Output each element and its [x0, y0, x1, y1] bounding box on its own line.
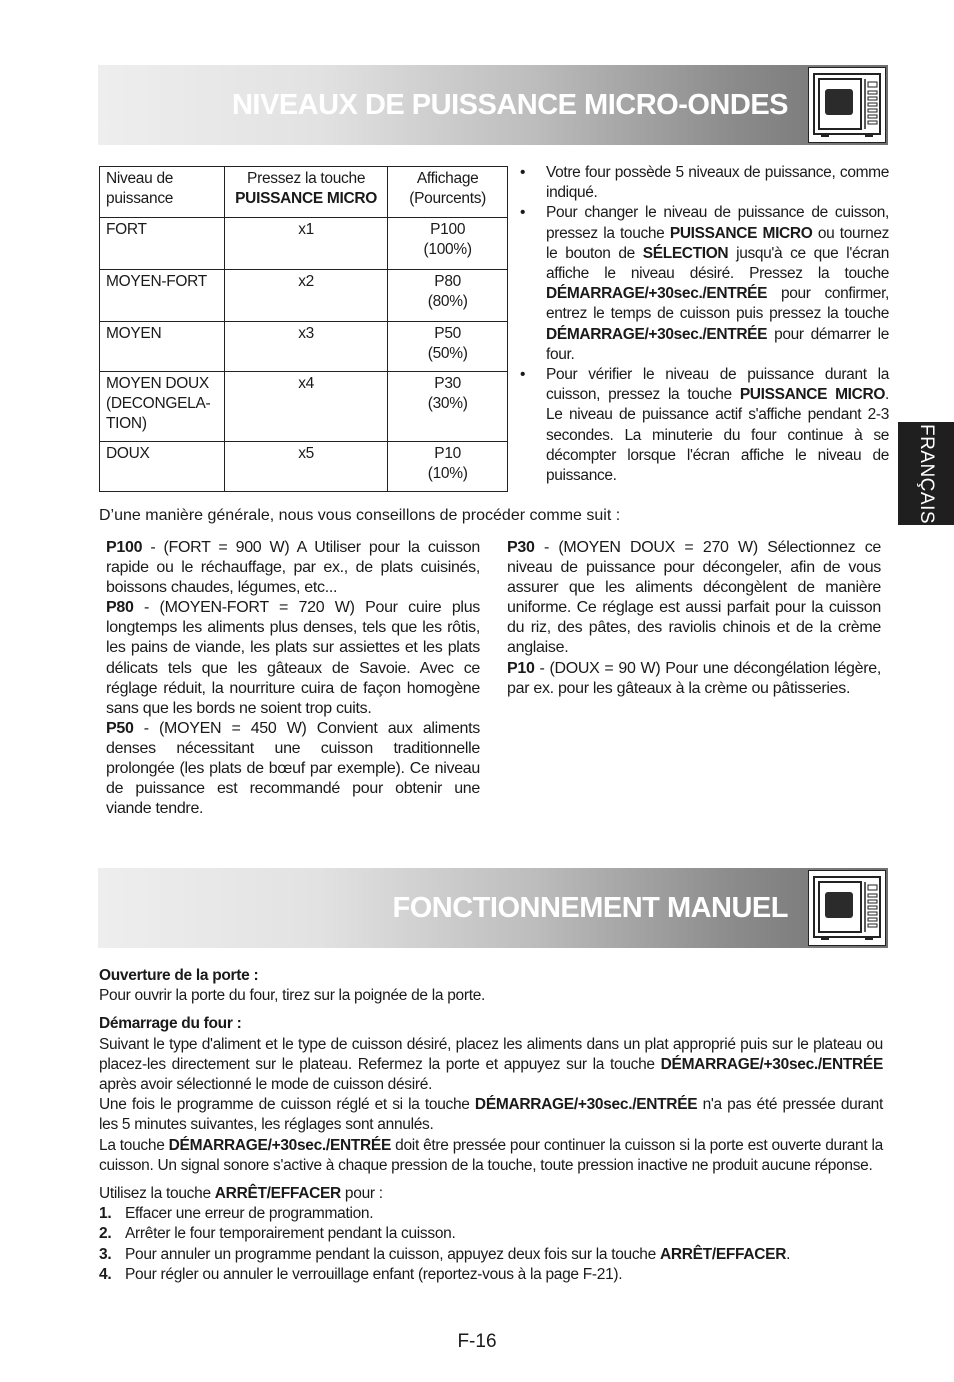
table-row: [100, 322, 508, 372]
advice-text: - (FORT = 900 W) A Utiliser pour la cuisson rapide ou le réchauffage, par ex., de plats cuisinés, boissons chaudes, légumes, etc...: [106, 539, 480, 597]
note-text: Pour vérifier le niveau de puissance durant la cuisson, pressez la touche: [546, 366, 889, 404]
table-header-row: [100, 167, 508, 218]
list-item: • Pour changer le niveau de puissance de cuisson, pressez la touche PUISSANCE MICRO ou tournez le bouton de SÉLECTION jusqu'à ce que l'écran affiche le niveau désiré. Pressez la touche DÉMARRAGE/+30sec./ENTRÉE pour confirmer, entrez le temps de cuisson puis pressez la touche DÉMARRAGE/+30sec./ENTRÉE pour démarrer le four.: [520, 204, 890, 363]
start-heading: Démarrage du four :: [99, 1015, 242, 1033]
section-banner-manual-operation: [98, 868, 888, 948]
cell-presses: x4: [224, 372, 387, 442]
advice-p100: [106, 538, 480, 598]
item-text: Effacer une erreur de programmation.: [125, 1205, 374, 1223]
language-tab: [898, 422, 954, 525]
note-text: Votre four possède 5 niveaux de puissance, comme indiqué.: [546, 164, 889, 202]
header-display: Affichage (Pourcents): [388, 167, 508, 218]
cell-level: FORT: [100, 218, 225, 270]
key-name: DÉMARRAGE/+30sec./ENTRÉE: [546, 325, 768, 343]
item-number: 3.: [99, 1245, 112, 1263]
power-code: P30: [507, 539, 535, 556]
note-text: jusqu'à ce que l'écran affiche le niveau désiré. Pressez la touche: [546, 244, 889, 283]
key-name: SÉLECTION: [642, 244, 729, 262]
display-percent: (10%): [427, 465, 468, 482]
microwave-oven-icon: [808, 67, 886, 143]
list-item: [99, 1204, 883, 1224]
item-text: Pour annuler un programme pendant la cuisson, appuyez deux fois sur la touche: [125, 1245, 660, 1263]
start-paragraph-1: [99, 1035, 883, 1096]
section-title: FONCTIONNEMENT MANUEL: [392, 892, 788, 924]
power-level-notes: [520, 163, 889, 486]
item-number: 1.: [99, 1205, 112, 1223]
note-text: pour démarrer le four.: [546, 325, 889, 363]
key-name: ARRÊT/EFFACER: [659, 1245, 787, 1263]
body-text: pour :: [340, 1185, 383, 1203]
cell-level: DOUX: [100, 442, 225, 492]
note-text: . Le niveau de puissance actif s'affiche pendant 2-3 secondes. La minuterie du four continue à se décompter lorsque l'écran affiche le niveau de puissance.: [546, 386, 890, 485]
note-text: pour confirmer, entrez le temps de cuisson puis pressez la touche: [546, 285, 889, 323]
list-item: • Votre four possède 5 niveaux de puissance, comme indiqué.: [520, 164, 889, 202]
language-label: FRANÇAIS: [916, 423, 937, 524]
item-text: Arrêter le four temporairement pendant la cuisson.: [125, 1225, 456, 1243]
display-code: P30: [434, 375, 461, 392]
key-name: PUISSANCE MICRO: [739, 386, 886, 404]
list-item: [99, 1224, 883, 1244]
microwave-oven-icon: [808, 870, 886, 946]
power-code: P50: [106, 719, 134, 737]
key-name: DÉMARRAGE/+30sec./ENTRÉE: [168, 1136, 392, 1154]
cell-display: [388, 218, 508, 270]
display-code: P10: [434, 445, 461, 462]
display-percent: (100%): [423, 241, 472, 258]
body-text: Une fois le programme de cuisson réglé et si la touche: [99, 1096, 475, 1114]
advice-p10: [507, 659, 881, 699]
display-percent: (30%): [427, 395, 468, 412]
cell-display: [388, 442, 508, 492]
cell-presses: x1: [224, 218, 387, 270]
manual-operation-body: [99, 966, 883, 1285]
cell-presses: x5: [224, 442, 387, 492]
body-text: après avoir sélectionné le mode de cuisson désiré.: [99, 1076, 433, 1094]
table-row: [100, 442, 508, 492]
item-text: Pour régler ou annuler le verrouillage enfant (reportez-vous à la page F-21).: [125, 1265, 623, 1283]
power-level-table: [99, 166, 508, 492]
advice-intro: D’une manière générale, nous vous conseillons de procéder comme suit :: [99, 507, 621, 524]
power-code: P10: [507, 659, 535, 677]
list-item: • Pour vérifier le niveau de puissance durant la cuisson, pressez la touche PUISSANCE MICRO. Le niveau de puissance actif s'affiche pendant 2-3 secondes. La minuterie du four continue à se décompter lorsque l'écran affiche le niveau de puissance.: [520, 366, 890, 485]
advice-p80: [106, 598, 480, 719]
key-name: DÉMARRAGE/+30sec./ENTRÉE: [660, 1055, 883, 1073]
key-name: DÉMARRAGE/+30sec./ENTRÉE: [546, 285, 768, 303]
advice-text: - (DOUX = 90 W) Pour une décongélation légère, par ex. pour les gâteaux à la crème ou pâtisseries.: [507, 659, 881, 697]
header-level: Niveau de puissance: [100, 167, 225, 218]
note-text: Pour changer le niveau de puissance de cuisson, pressez la touche: [546, 204, 889, 242]
advice-p50: [106, 719, 480, 819]
list-item: [99, 1265, 883, 1285]
page-number: F-16: [457, 1331, 497, 1352]
header-press: [224, 167, 387, 218]
start-paragraph-3: [99, 1136, 883, 1176]
advice-text: - (MOYEN = 450 W) Convient aux aliments denses nécessitant une cuisson traditionnelle prolongée (les plats de bœuf par exemple). Ce niveau de puissance est recommandé pour obtenir une viande tendre.: [106, 719, 480, 818]
door-heading: Ouverture de la porte :: [99, 967, 259, 984]
stop-clear-uses: [99, 1204, 883, 1285]
cell-display: [388, 270, 508, 322]
header-press-key: PUISSANCE MICRO: [235, 190, 378, 207]
advice-column-right: [507, 538, 881, 699]
cell-presses: x2: [224, 270, 387, 322]
section-banner-power-levels: [98, 65, 888, 145]
door-text: Pour ouvrir la porte du four, tirez sur la poignée de la porte.: [99, 987, 486, 1005]
table-row: [100, 372, 508, 442]
body-text: La touche: [99, 1136, 169, 1154]
use-intro: [99, 1184, 883, 1204]
note-text: ou tournez le bouton de: [546, 224, 890, 262]
cell-level: MOYEN-FORT: [100, 270, 225, 322]
item-text: .: [786, 1245, 791, 1263]
advice-text: - (MOYEN DOUX = 270 W) Sélectionnez ce niveau de puissance pour décongeler, afin de vous assurer que les aliments décongèlent de manière uniforme. Ce réglage est aussi parfait pour la cuisson du riz, des pâtes, des raviolis chinois et de la crème anglaise.: [507, 539, 881, 657]
body-text: Suivant le type d'aliment et le type de cuisson désiré, placez les aliments dans un plat approprié puis sur le plateau ou placez-les directement sur le plateau. Refermez la porte et appuyez sur la touche: [99, 1035, 883, 1073]
display-code: P80: [434, 273, 461, 290]
cell-level: MOYEN: [100, 322, 225, 372]
item-number: 4.: [99, 1265, 112, 1283]
cell-presses: x3: [224, 322, 387, 372]
list-item: [99, 1245, 883, 1265]
display-code: P100: [430, 221, 466, 238]
display-code: P50: [434, 325, 461, 342]
key-name: DÉMARRAGE/+30sec./ENTRÉE: [474, 1096, 698, 1114]
advice-column-left: [106, 538, 480, 819]
cell-display: [388, 322, 508, 372]
cell-level: MOYEN DOUX (DECONGELA-TION): [100, 372, 225, 442]
power-code: P80: [106, 599, 134, 617]
body-text: Utilisez la touche: [99, 1185, 215, 1203]
cell-display: [388, 372, 508, 442]
display-percent: (50%): [427, 345, 468, 362]
advice-text: - (MOYEN-FORT = 720 W) Pour cuire plus longtemps les aliments plus denses, tels que les rôtis, les pains de viande, les plats sur assiettes et les plats délicats tels que les gâteaux de Savoie. Avec ce réglage réduit, la nourriture cuira de façon homogène sans que les bords ne soient trop cuits.: [106, 599, 480, 717]
table-row: [100, 218, 508, 270]
body-text: doit être pressée pour continuer la cuisson si la porte est ouverte durant la cuisson. Un signal sonore s'active à chaque pression de la touche, toute pression inactive ne produit aucune réponse.: [99, 1136, 883, 1174]
item-number: 2.: [99, 1225, 112, 1243]
header-press-prefix: Pressez la touche: [247, 170, 366, 187]
start-paragraph-2: [99, 1095, 883, 1135]
advice-p30: [507, 538, 881, 659]
section-title: NIVEAUX DE PUISSANCE MICRO-ONDES: [231, 89, 788, 121]
table-row: [100, 270, 508, 322]
display-percent: (80%): [427, 293, 468, 310]
power-code: P100: [106, 539, 143, 556]
key-name: ARRÊT/EFFACER: [214, 1185, 341, 1203]
key-name: PUISSANCE MICRO: [669, 224, 813, 242]
body-text: n'a pas été pressée durant les 5 minutes suivantes, les réglages sont annulés.: [99, 1096, 883, 1134]
